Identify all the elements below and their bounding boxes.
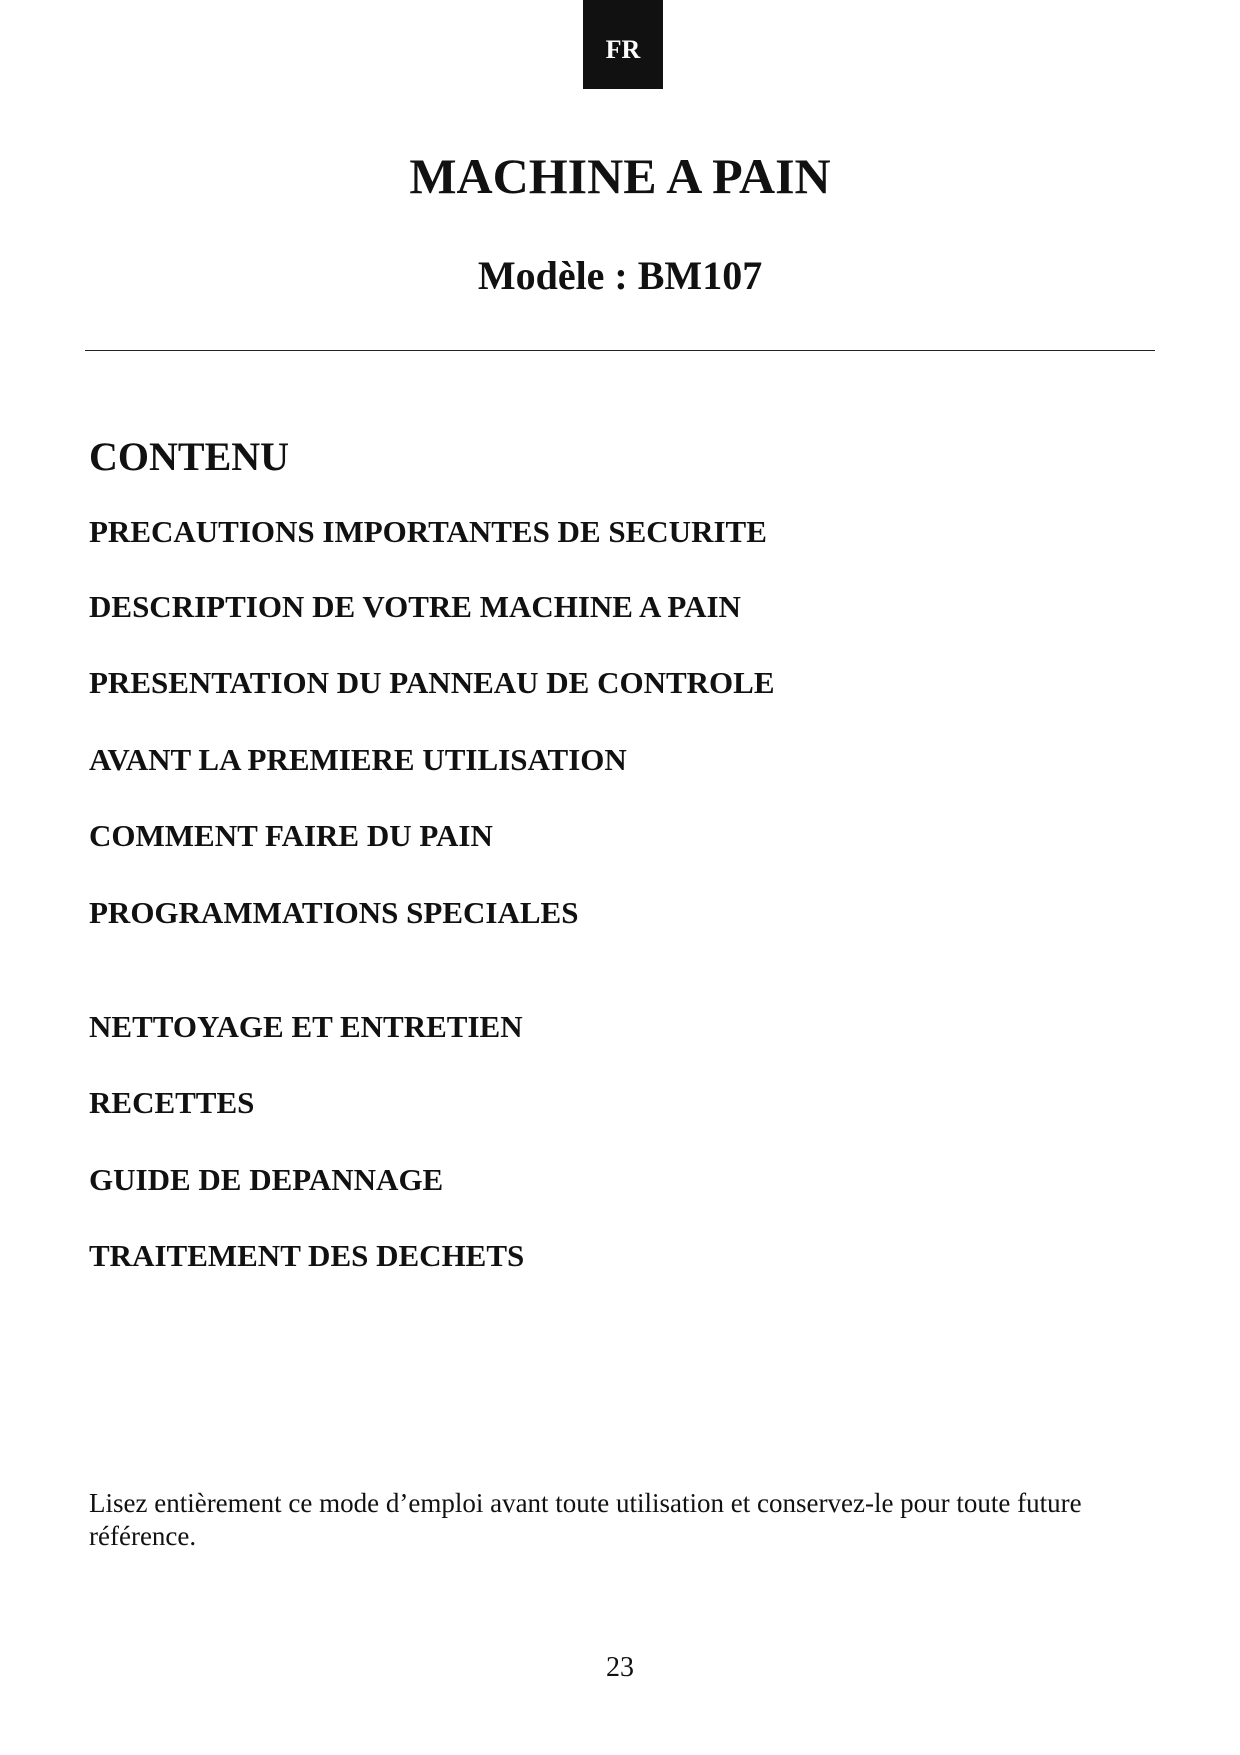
read-manual-note: Lisez entièrement ce mode d’emploi avant toute utilisation et conservez-le pour toute future référence.: [89, 1488, 1082, 1551]
toc-item-troubleshooting: GUIDE DE DEPANNAGE: [89, 1162, 444, 1197]
toc-item-precautions: PRECAUTIONS IMPORTANTES DE SECURITE: [89, 514, 767, 549]
toc-heading: CONTENU: [89, 434, 290, 479]
toc-item-control-panel: PRESENTATION DU PANNEAU DE CONTROLE: [89, 665, 775, 700]
language-tab: FR: [583, 0, 663, 89]
toc-item-first-use: AVANT LA PREMIERE UTILISATION: [89, 742, 627, 777]
document-title: MACHINE A PAIN: [409, 148, 831, 204]
toc-item-recipes: RECETTES: [89, 1085, 255, 1120]
toc-item-waste-disposal: TRAITEMENT DES DECHETS: [89, 1238, 525, 1273]
model-subtitle: Modèle : BM107: [477, 253, 763, 298]
header-divider: [85, 350, 1155, 351]
page-number: 23: [606, 1652, 634, 1683]
toc-item-making-bread: COMMENT FAIRE DU PAIN: [89, 818, 493, 853]
toc-item-special-programs: PROGRAMMATIONS SPECIALES: [89, 895, 579, 930]
toc-item-description: DESCRIPTION DE VOTRE MACHINE A PAIN: [89, 589, 741, 624]
toc-item-cleaning: NETTOYAGE ET ENTRETIEN: [89, 1009, 523, 1044]
